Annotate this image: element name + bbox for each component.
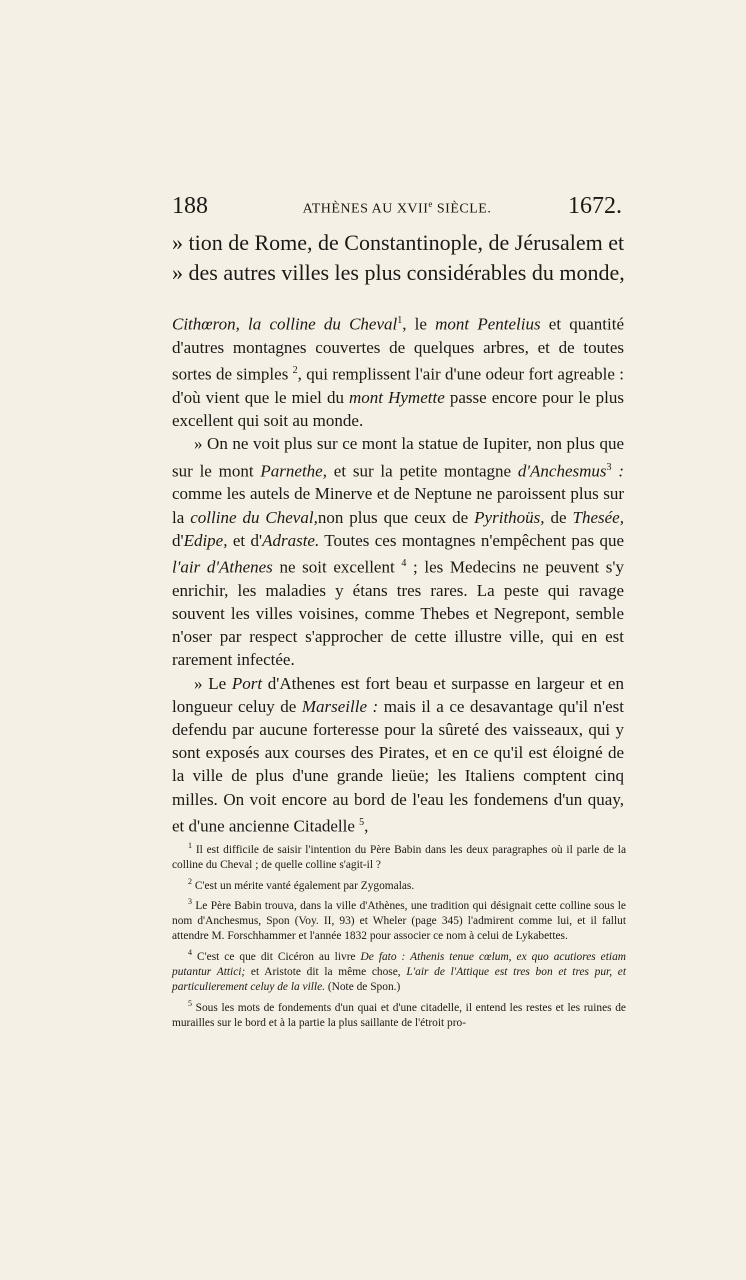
text-run: , le bbox=[402, 314, 436, 334]
footnote-text: (Note de Spon.) bbox=[324, 981, 401, 994]
text-run: d'Athenes est fort beau et surpasse en largeur et en longueur celuy de bbox=[172, 673, 624, 716]
footnote-3 bbox=[172, 894, 626, 945]
italic-text: Marseille : bbox=[301, 696, 379, 716]
running-title-end: SIÈCLE. bbox=[432, 201, 492, 217]
italic-text: mont Pentelius bbox=[435, 314, 541, 334]
footnote-text: Sous les mots de fondements d'un quai et d'une citadelle, il entend les restes et les ruines de murailles sur le bord et à la partie la plus saillante de l'étroit pro- bbox=[172, 1001, 626, 1030]
text-run: » On ne voit plus sur ce mont la statue de Iupiter, non plus que sur le mont bbox=[172, 434, 624, 481]
italic-text: Cithœron, la colline du Cheval bbox=[172, 314, 398, 334]
text-run: passe encore pour le plus excellent qui soit au monde. bbox=[172, 387, 625, 431]
pasted-text-strip bbox=[172, 228, 625, 288]
text-run: de bbox=[544, 507, 573, 527]
page-number: 188 bbox=[172, 193, 208, 219]
italic-text: Port bbox=[231, 673, 263, 693]
footnote-text: C'est un mérite vanté également par Zygomalas. bbox=[192, 879, 415, 892]
pasted-line: » des autres villes les plus considérables du monde, bbox=[172, 260, 625, 285]
footnote-mark: 4 bbox=[188, 947, 192, 957]
footnote-text: Il est difficile de saisir l'intention du Père Babin dans les deux paragraphes où il parle de la colline du Cheval ; de quelle colline s'agit-il ? bbox=[172, 843, 626, 872]
italic-text: De fato : Athenis tenue cœlum, ex quo acutiores etiam putantur Attici; bbox=[172, 950, 626, 979]
text-run: non plus que ceux de bbox=[317, 507, 475, 527]
footnote-ref: 5 bbox=[359, 816, 365, 828]
italic-text: L'air de l'Attique est tres bon et tres pur, et particulierement celuy de la ville. bbox=[172, 966, 626, 994]
footnote-mark: 2 bbox=[188, 876, 192, 886]
paragraph-2 bbox=[172, 432, 624, 671]
footnote-mark: 1 bbox=[188, 841, 192, 850]
footnote-text: Le Père Babin trouva, dans la ville d'Athènes, une tradition qui désignait cette colline sous le nom d'Anchesmus, Spon (Voy. II, 93) et Wheler (page 345) l'admirent comme lui, et il fallut attendre M. Forschhammer et l'année 1832 pour associer ce nom à celui de Lykabettes. bbox=[172, 899, 626, 943]
paragraph-1 bbox=[172, 309, 624, 432]
header-year: 1672. bbox=[568, 193, 622, 219]
italic-text: colline du Cheval, bbox=[190, 507, 318, 527]
running-title-superscript: e bbox=[428, 199, 433, 209]
paragraph-3 bbox=[172, 672, 624, 838]
text-run: mais il a ce desavantage qu'il n'est defendu par aucune forteresse pour la sûreté des vaisseaux, qui y sont exposés aux courses des Pirates, et en ce qu'il est éloigné de la ville de plus d'une grande lieüe; les Italiens comptent cinq milles. On voit encore au bord de l'eau les fondemens d'un quay, et d'une ancienne Citadelle bbox=[172, 696, 624, 836]
pasted-line: » tion de Rome, de Constantinople, de Jérusalem et bbox=[172, 230, 625, 255]
text-run: , qui remplissent l'air d'une odeur fort agreable : d'où vient que le miel du bbox=[172, 364, 625, 407]
footnote-text: et Aristote dit la même chose, bbox=[245, 966, 407, 979]
text-run: » Le bbox=[194, 673, 232, 693]
footnotes bbox=[172, 838, 626, 1031]
running-title bbox=[172, 199, 622, 218]
footnote-2 bbox=[172, 874, 626, 894]
main-text bbox=[172, 309, 624, 838]
text-run: d' bbox=[172, 530, 184, 550]
text-run: et sur la petite montagne bbox=[326, 461, 518, 481]
page-header bbox=[172, 193, 622, 227]
footnote-text: C'est ce que dit Cicéron au livre bbox=[192, 950, 361, 963]
footnote-ref: 3 bbox=[606, 461, 612, 473]
italic-text: Parnethe, bbox=[260, 461, 327, 481]
footnote-5 bbox=[172, 996, 626, 1032]
italic-text: Adraste. bbox=[262, 530, 320, 550]
italic-text: d'Anchesmus bbox=[517, 461, 607, 481]
footnote-1 bbox=[172, 838, 626, 874]
italic-text: Edipe, bbox=[183, 530, 228, 550]
italic-text: : bbox=[611, 461, 624, 481]
italic-text: Thesée, bbox=[572, 507, 624, 527]
text-run: et d' bbox=[227, 530, 263, 550]
footnote-4 bbox=[172, 945, 626, 996]
italic-text: l'air d'Athenes bbox=[172, 557, 273, 577]
text-run: ; les Medecins ne peuvent s'y enrichir, les maladies y étans tres rares. La peste qui ravage souvent les villes voisines, comme Thebes et Negrepont, semble n'oser par respect s'approcher de cette illustre ville, qui en est rarement infectée. bbox=[172, 557, 624, 670]
text-run: Toutes ces montagnes n'empêchent pas que bbox=[319, 530, 624, 550]
italic-text: Pyrithoüs, bbox=[474, 507, 545, 527]
footnote-mark: 5 bbox=[188, 998, 192, 1008]
footnote-ref: 4 bbox=[401, 558, 407, 569]
footnote-ref: 1 bbox=[397, 315, 403, 326]
text-run: comme les autels de Minerve et de Neptune ne paroissent plus sur la bbox=[172, 484, 624, 527]
text-run: , bbox=[364, 816, 369, 836]
footnote-ref: 2 bbox=[292, 365, 298, 377]
footnote-mark: 3 bbox=[188, 896, 192, 906]
italic-text: mont Hymette bbox=[349, 387, 445, 407]
text-run: ne soit excellent bbox=[272, 557, 402, 577]
text-run: et quantité d'autres montagnes couvertes de quelques arbres, et de toutes sortes de simples bbox=[172, 314, 624, 384]
running-title-main: ATHÈNES AU XVII bbox=[302, 201, 429, 217]
